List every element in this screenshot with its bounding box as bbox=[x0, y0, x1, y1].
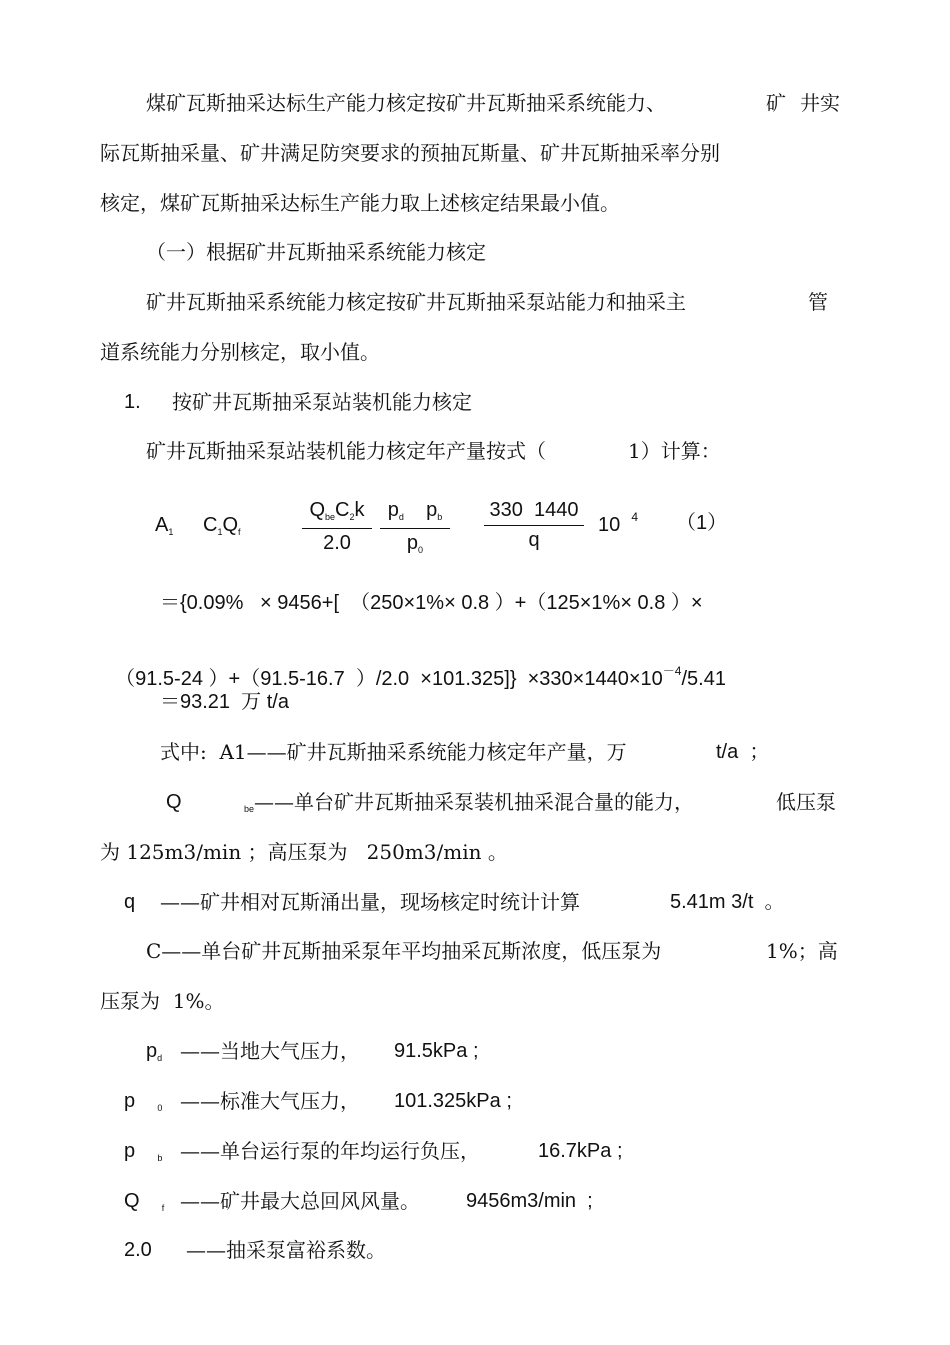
section-heading: （一）根据矿井瓦斯抽采系统能力核定 bbox=[146, 240, 486, 264]
frac1-q-sub: be bbox=[325, 512, 336, 522]
frac2-p0-sub: 0 bbox=[418, 545, 424, 555]
definition-qbe-symbol bbox=[166, 789, 182, 815]
pd-sub: d bbox=[157, 1053, 163, 1063]
paragraph-2-line-2: 道系统能力分别核定，取小值。 bbox=[100, 340, 380, 364]
qf-symbol: Q bbox=[124, 1190, 140, 1212]
paragraph-2-word-guan: 管 bbox=[808, 290, 828, 314]
frac2-pb: p bbox=[426, 499, 438, 521]
paragraph-1-line-2: 际瓦斯抽采量、矿井满足防突要求的预抽瓦斯量、矿井瓦斯抽采率分别 bbox=[100, 141, 720, 165]
paragraph-1-word-kuang: 矿 bbox=[766, 91, 786, 115]
pb-symbol: p bbox=[124, 1140, 136, 1162]
p0-sub: 0 bbox=[157, 1103, 163, 1113]
qf-sub: f bbox=[161, 1203, 165, 1213]
frac2-pd-sub: d bbox=[398, 512, 404, 522]
definition-qbe-line-2: 为 125m3/min ；高压泵为 250m3/min 。 bbox=[100, 840, 508, 864]
formula-power-base: 10 bbox=[598, 514, 621, 536]
formula-fraction-1-denominator: 2.0 bbox=[323, 532, 351, 554]
definition-qbe-right: 低压泵 bbox=[776, 790, 836, 814]
formula-fraction-2 bbox=[380, 498, 450, 559]
formula-intro-b: 1）计算： bbox=[628, 439, 721, 463]
definition-coef-symbol: 2.0 bbox=[124, 1239, 152, 1261]
definition-coef: ——抽采泵富裕系数。 bbox=[186, 1238, 386, 1262]
formula-term-c-sub: 1 bbox=[217, 527, 223, 537]
formula-power bbox=[598, 512, 638, 540]
frac1-k: k bbox=[354, 499, 365, 521]
formula-fraction-1-numerator bbox=[302, 498, 372, 529]
formula-intro-a: 矿井瓦斯抽采泵站装机能力核定年产量按式（ bbox=[146, 439, 546, 463]
formula-lhs-sub: 1 bbox=[168, 527, 174, 537]
pb-sub: b bbox=[157, 1153, 163, 1163]
paragraph-1-line-3: 核定，煤矿瓦斯抽采达标生产能力取上述核定结果最小值。 bbox=[100, 191, 620, 215]
formula-term-c: C bbox=[203, 514, 218, 536]
definition-qf-symbol bbox=[124, 1188, 164, 1217]
calculation-line-2 bbox=[104, 640, 726, 694]
definition-pb: ——单台运行泵的年均运行负压， bbox=[180, 1139, 480, 1163]
definition-c-value: 1%；高 bbox=[766, 939, 838, 963]
definition-a1-unit: t/a ； bbox=[716, 741, 770, 763]
formula-term-q-sub: f bbox=[238, 527, 241, 537]
formula-fraction-3 bbox=[484, 498, 584, 553]
formula-fraction-1 bbox=[302, 498, 372, 556]
frac2-p0: p bbox=[406, 532, 419, 554]
definition-p0-value: 101.325kPa ; bbox=[394, 1090, 512, 1112]
qbe-symbol: Q bbox=[166, 791, 182, 813]
qbe-sub: be bbox=[244, 804, 255, 814]
definition-pd: ——当地大气压力， bbox=[180, 1039, 360, 1063]
calculation-line-2-exponent: －4 bbox=[662, 664, 682, 678]
definition-c: C——单台矿井瓦斯抽采泵年平均抽采瓦斯浓度，低压泵为 bbox=[146, 939, 662, 963]
definition-a1: 式中: A1——矿井瓦斯抽采系统能力核定年产量，万 bbox=[160, 740, 627, 764]
definition-pd-symbol bbox=[146, 1038, 162, 1067]
formula-fraction-2-denominator bbox=[380, 529, 450, 559]
paragraph-2-line-1: 矿井瓦斯抽采系统能力核定按矿井瓦斯抽采泵站能力和抽采主 bbox=[146, 290, 686, 314]
formula-label: （1） bbox=[676, 512, 728, 534]
formula-lhs-symbol: A bbox=[155, 514, 169, 536]
definition-q-symbol: q bbox=[124, 891, 136, 913]
definition-qbe bbox=[244, 789, 694, 819]
item-1-number: 1. bbox=[124, 391, 141, 413]
definition-q-value: 5.41m 3/t 。 bbox=[670, 891, 785, 913]
paragraph-1-text-a: 煤矿瓦斯抽采达标生产能力核定按矿井瓦斯抽采系统能力、 bbox=[146, 91, 666, 115]
definition-pb-value: 16.7kPa ; bbox=[538, 1140, 623, 1162]
calculation-line-2-main: （91.5-24 ）+（91.5-16.7 ）/2.0 ×101.325]} ×330×1440×10 bbox=[115, 668, 663, 690]
formula-fraction-3-denominator: q bbox=[528, 529, 540, 551]
frac1-c: C bbox=[335, 499, 350, 521]
frac2-pd: p bbox=[387, 499, 399, 521]
formula-term-cq bbox=[203, 512, 241, 541]
definition-pd-value: 91.5kPa ; bbox=[394, 1040, 479, 1062]
pd-symbol: p bbox=[146, 1040, 158, 1062]
formula-term-q: Q bbox=[222, 514, 239, 536]
definition-qf: ——矿井最大总回风风量。 bbox=[180, 1189, 420, 1213]
frac1-q: Q bbox=[309, 499, 326, 521]
formula-power-exponent: 4 bbox=[631, 510, 639, 524]
definition-pb-symbol bbox=[124, 1138, 162, 1167]
paragraph-1-line-1 bbox=[146, 90, 666, 116]
formula-lhs bbox=[155, 512, 173, 541]
qbe-text: ——单台矿井瓦斯抽采泵装机抽采混合量的能力， bbox=[254, 790, 695, 814]
p0-symbol: p bbox=[124, 1090, 136, 1112]
paragraph-1-word-jingshi: 井实 bbox=[800, 91, 840, 115]
definition-qf-value: 9456m3/min ; bbox=[466, 1190, 593, 1212]
definition-p0: ——标准大气压力， bbox=[180, 1089, 360, 1113]
calculation-line-1: ＝{0.09% × 9456+[ （250×1%× 0.8 ）+（125×1%× 0.8 ）× bbox=[160, 592, 703, 614]
calculation-result: ＝93.21 万 t/a bbox=[160, 691, 289, 713]
frac1-c-sub: 2 bbox=[349, 512, 355, 522]
calculation-line-2-tail: /5.41 bbox=[681, 668, 726, 690]
formula-fraction-2-numerator bbox=[380, 498, 450, 529]
definition-p0-symbol bbox=[124, 1088, 162, 1117]
definition-c-line-2: 压泵为 1%。 bbox=[100, 989, 225, 1013]
formula-fraction-3-numerator: 330 1440 bbox=[484, 498, 584, 526]
item-1-title: 按矿井瓦斯抽采泵站装机能力核定 bbox=[172, 390, 472, 414]
frac2-pb-sub: b bbox=[437, 512, 443, 522]
definition-q: ——矿井相对瓦斯涌出量，现场核定时统计计算 bbox=[160, 890, 580, 914]
